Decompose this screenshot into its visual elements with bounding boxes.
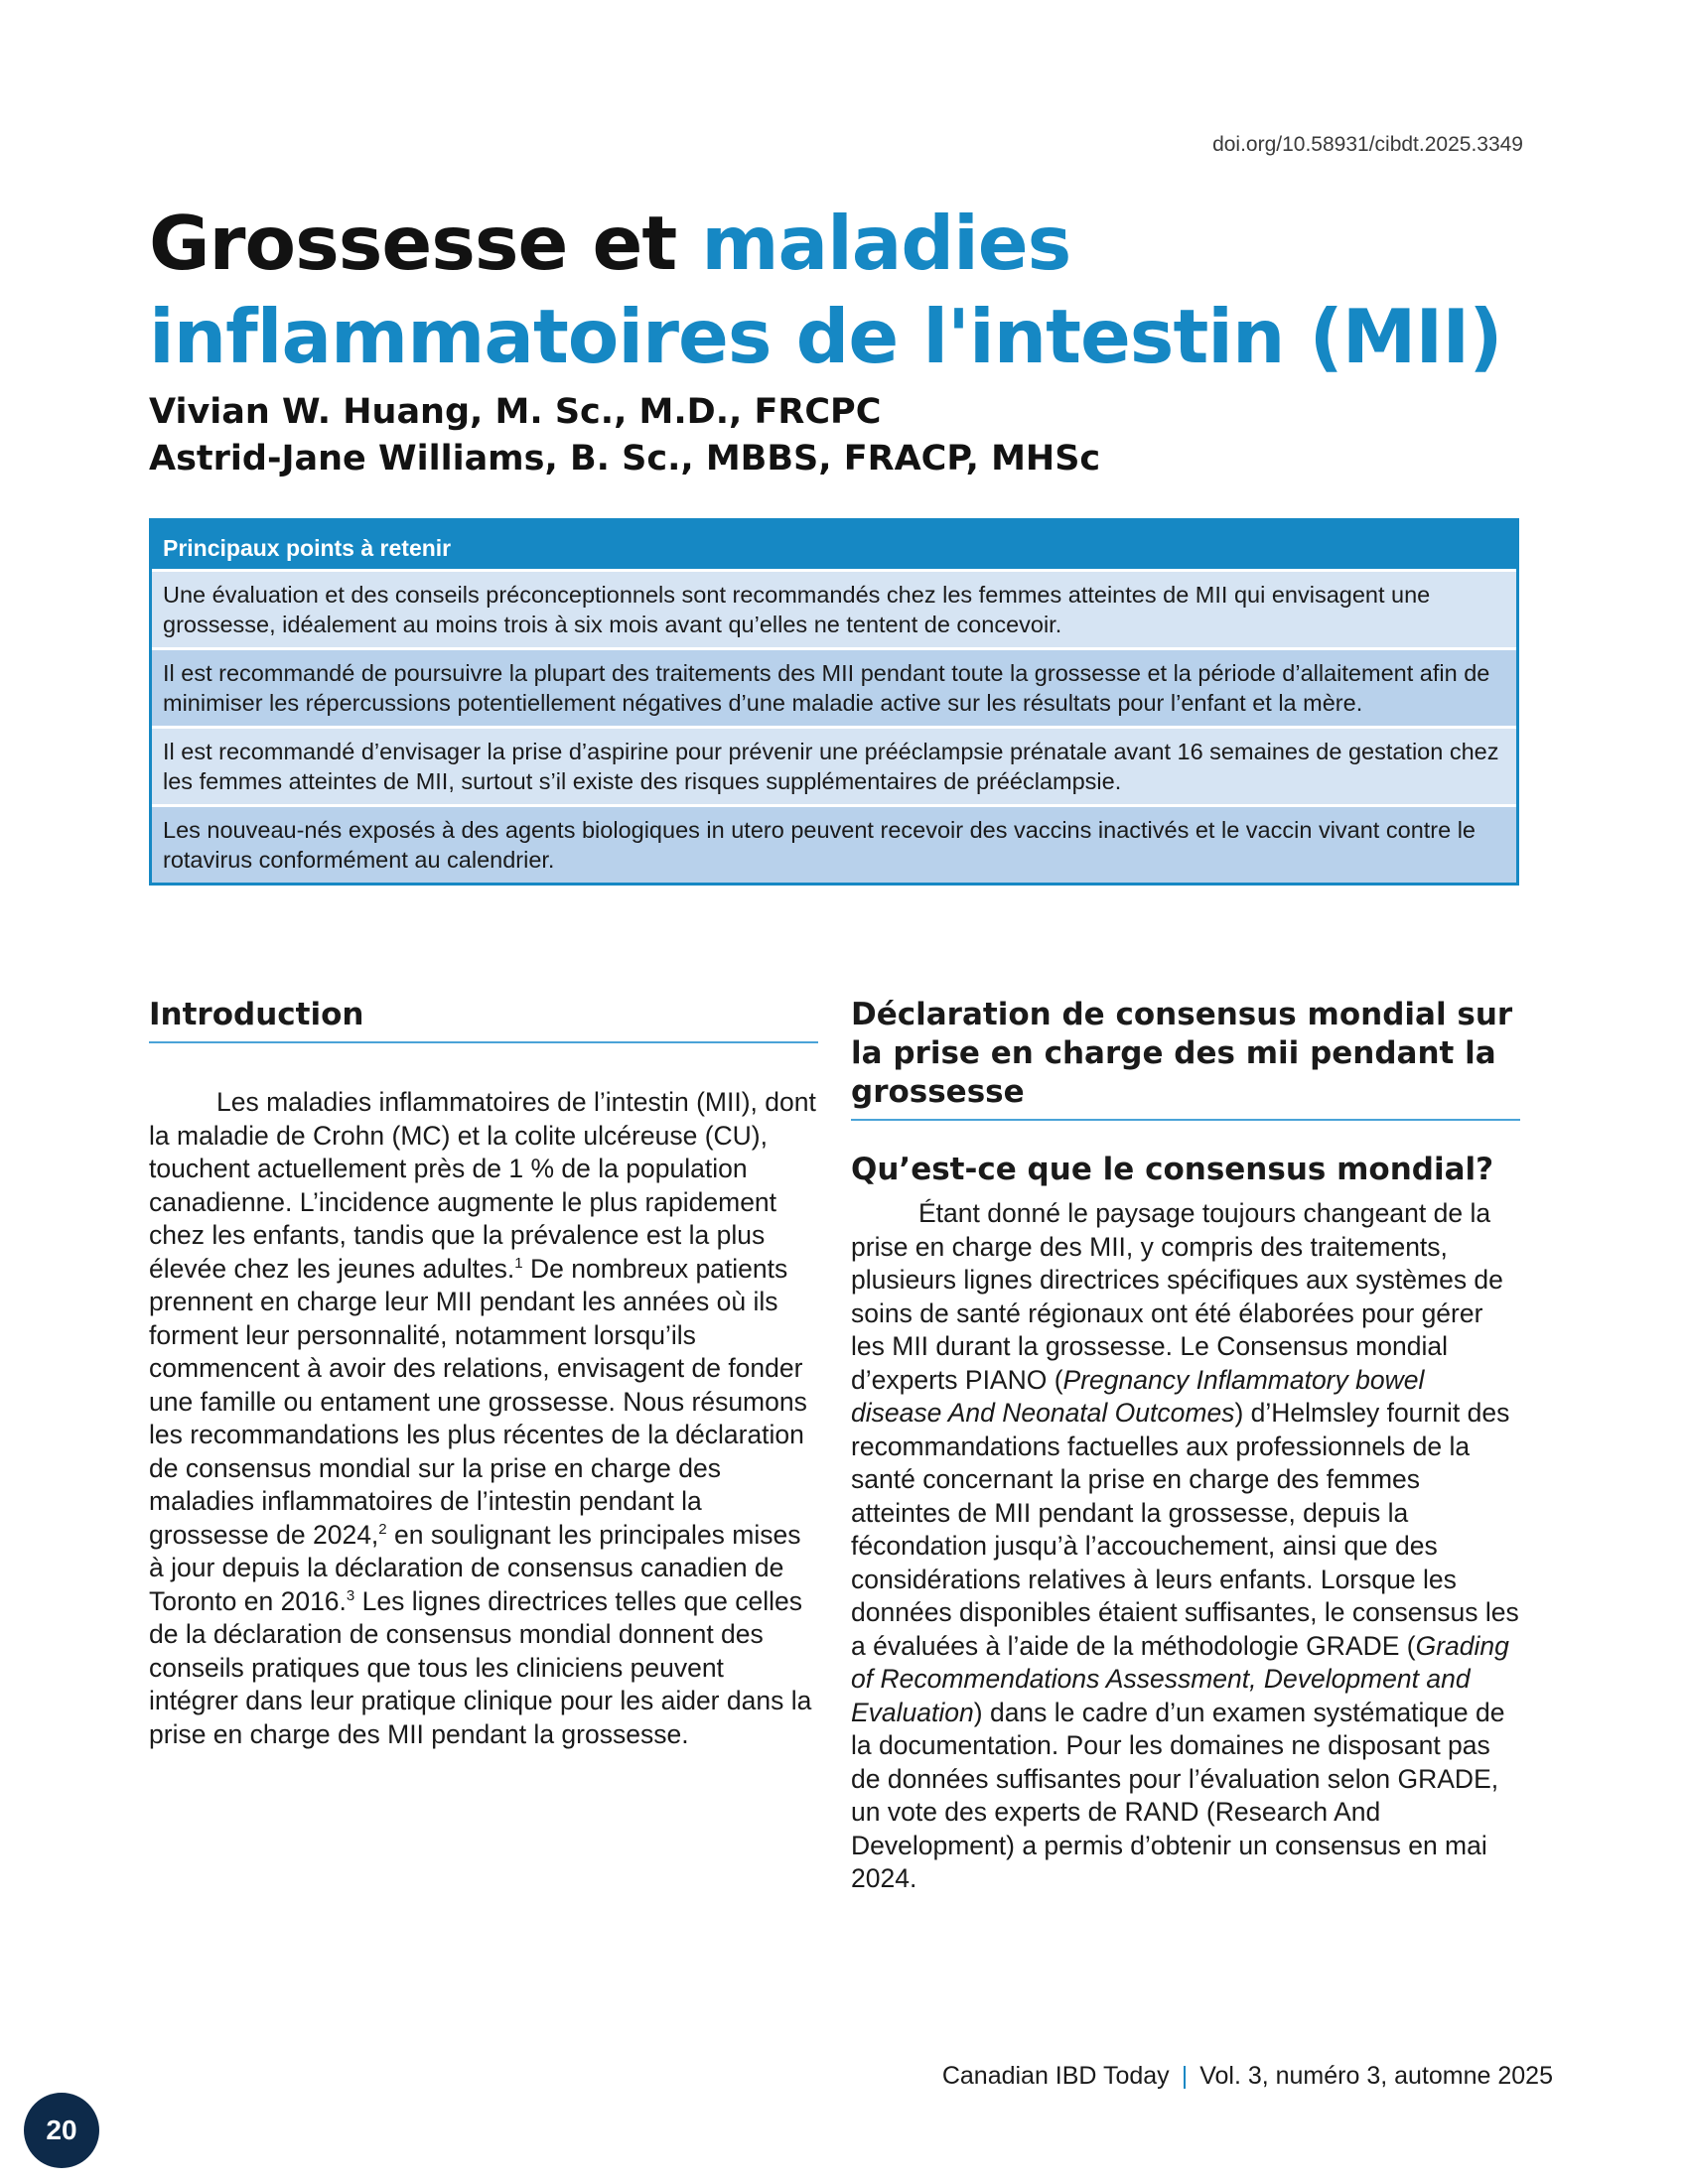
left-column [149, 996, 818, 1751]
reference-2[interactable]: 2 [378, 1520, 387, 1538]
introduction-heading: Introduction [149, 996, 818, 1043]
journal-name: Canadian IBD Today [941, 2062, 1170, 2090]
key-points-header: Principaux points à retenir [152, 521, 1516, 569]
key-point-1: Une évaluation et des conseils préconceptionnels sont recommandés chez les femmes atteintes de MII qui envisagent une grossesse, idéalement au moins trois à six mois avant qu’elles ne tentent de concevoir. [152, 569, 1516, 647]
reference-1[interactable]: 1 [514, 1254, 523, 1272]
intro-text-4: Les lignes directrices telles que celles de la déclaration de consensus mondial donnent des conseils pratiques que tous les cliniciens peuvent intégrer dans leur pratique clinique pour les aider dans la prise en charge des MII pendant la grossesse. [149, 1585, 812, 1749]
key-point-3: Il est recommandé d’envisager la prise d’aspirine pour prévenir une prééclampsie prénatale avant 16 semaines de gestation chez les femmes atteintes de MII, surtout s’il existe des risques supplémentaires de prééclampsie. [152, 726, 1516, 804]
reference-3[interactable]: 3 [346, 1586, 355, 1604]
author-2: Astrid-Jane Williams, B. Sc., MBBS, FRACP, MHSc [149, 439, 1101, 478]
consensus-text-2: ) d’Helmsley fournit des recommandations factuelles aux professionnels de la santé concernant la prise en charge des femmes atteintes de MII pendant la grossesse, depuis la fécondation jusqu’à l’accouchement, ainsi que des considérations relatives à leurs enfants. Lorsque les données disponibles étaient suffisantes, le consensus les a évaluées à l’aide de la méthodologie GRADE ( [851, 1398, 1519, 1661]
right-column [851, 996, 1520, 1896]
author-1: Vivian W. Huang, M. Sc., M.D., FRCPC [149, 392, 882, 432]
footer-separator: | [1181, 2062, 1189, 2090]
introduction-paragraph [149, 1086, 818, 1751]
title-part-1: Grossesse et [149, 200, 702, 287]
intro-text-2: De nombreux patients prennent en charge leur MII pendant les années où ils forment leur personnalité, notamment lorsqu’ils commencent à avoir des relations, envisagent de fonder une famille ou entament une grossesse. Nous résumons les recommandations les plus récentes de la déclaration de consensus mondial sur la prise en charge des maladies inflammatoires de l’intestin pendant la grossesse de 2024, [149, 1253, 807, 1550]
consensus-text-1: Étant donné le paysage toujours changeant de la prise en charge des MII, y compris des traitements, plusieurs lignes directrices spécifiques aux systèmes de soins de santé régionaux ont été élaborées pour gérer les MII durant la grossesse. Le Consensus mondial d’experts PIANO ( [851, 1198, 1503, 1395]
title-part-2-highlight: maladies inflammatoires de l'intestin (MII) [149, 200, 1502, 380]
consensus-paragraph [851, 1197, 1520, 1896]
intro-text-1: Les maladies inflammatoires de l’intestin (MII), dont la maladie de Crohn (MC) et la colite ulcéreuse (CU), touchent actuellement près de 1 % de la population canadienne. L’incidence augmente le plus rapidement chez les enfants, tandis que la prévalence est la plus élevée chez les jeunes adultes. [149, 1087, 816, 1284]
consensus-subheading: Qu’est-ce que le consensus mondial? [851, 1152, 1494, 1187]
consensus-heading: Déclaration de consensus mondial sur la prise en charge des mii pendant la grossesse [851, 996, 1520, 1121]
page-number-badge: 20 [24, 2093, 99, 2168]
page-footer [942, 2062, 1553, 2091]
key-point-2: Il est recommandé de poursuivre la plupart des traitements des MII pendant toute la grossesse et la période d’allaitement afin de minimiser les répercussions potentiellement négatives d’une maladie active sur les résultats pour l’enfant et la mère. [152, 647, 1516, 726]
author-list [149, 389, 1100, 482]
consensus-text-3: ) dans le cadre d’un examen systématique de la documentation. Pour les domaines ne disposant pas de données suffisantes pour l’évaluation selon GRADE, un vote des experts de RAND (Research And Development) a permis d’obtenir un consensus en mai 2024. [851, 1697, 1505, 1893]
consensus-italic-2: Grading of Recommendations Assessment, Development and Evaluation [851, 1630, 1509, 1727]
key-point-4: Les nouveau-nés exposés à des agents biologiques in utero peuvent recevoir des vaccins inactivés et le vaccin vivant contre le rotavirus conformément au calendrier. [152, 804, 1516, 883]
issue-info: Vol. 3, numéro 3, automne 2025 [1199, 2062, 1553, 2090]
key-points-box [149, 518, 1519, 886]
doi-link[interactable]: doi.org/10.58931/cibdt.2025.3349 [1212, 133, 1523, 156]
article-title [149, 197, 1539, 383]
intro-text-3: en soulignant les principales mises à jour depuis la déclaration de consensus canadien de Toronto en 2016. [149, 1519, 801, 1616]
consensus-italic-1: Pregnancy Inflammatory bowel disease And Neonatal Outcomes [851, 1364, 1425, 1428]
